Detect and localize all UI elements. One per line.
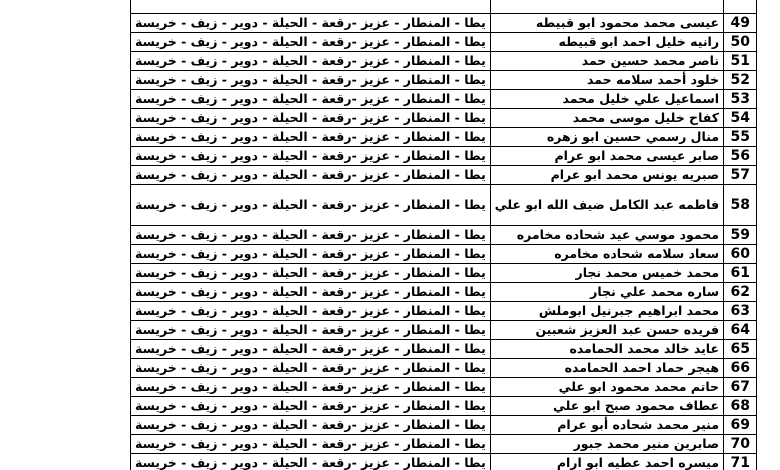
- table-row: [131, 147, 757, 166]
- name-cell: [490, 0, 723, 14]
- table-row: [131, 264, 757, 283]
- table-row: [131, 416, 757, 435]
- name-cell: خلود أحمد سلامه حمد: [490, 71, 723, 90]
- row-number-cell: 66: [724, 359, 757, 378]
- table-row: [131, 340, 757, 359]
- areas-cell: [131, 0, 491, 14]
- areas-cell: يطا - المنطار - عزيز -رقعة - الحيلة - دوير - زيف - خريسة: [131, 321, 491, 340]
- areas-cell: يطا - المنطار - عزيز -رقعة - الحيلة - دوير - زيف - خريسة: [131, 71, 491, 90]
- table-row: [131, 359, 757, 378]
- table-row: [131, 226, 757, 245]
- areas-cell: يطا - المنطار - عزيز -رقعة - الحيلة - دوير - زيف - خريسة: [131, 109, 491, 128]
- table-row: [131, 378, 757, 397]
- name-cell: ميسره احمد عطيه ابو ارام: [490, 454, 723, 470]
- table-row: [131, 321, 757, 340]
- name-cell: فاطمه عبد الكامل ضيف الله ابو علي: [490, 185, 723, 226]
- areas-cell: يطا - المنطار - عزيز -رقعة - الحيلة - دوير - زيف - خريسة: [131, 264, 491, 283]
- areas-cell: يطا - المنطار - عزيز -رقعة - الحيلة - دوير - زيف - خريسة: [131, 283, 491, 302]
- name-cell: رانيه خليل احمد ابو قبيطه: [490, 33, 723, 52]
- row-number-cell: 61: [724, 264, 757, 283]
- name-cell: عايد خالد محمد الحمامده: [490, 340, 723, 359]
- table-row: [131, 33, 757, 52]
- row-number-cell: 70: [724, 435, 757, 454]
- name-cell: منال رسمي حسين ابو زهره: [490, 128, 723, 147]
- table-row: [131, 71, 757, 90]
- table-row: [131, 454, 757, 470]
- areas-cell: يطا - المنطار - عزيز -رقعة - الحيلة - دوير - زيف - خريسة: [131, 245, 491, 264]
- row-number-cell: 49: [724, 14, 757, 33]
- areas-cell: يطا - المنطار - عزيز -رقعة - الحيلة - دوير - زيف - خريسة: [131, 416, 491, 435]
- beneficiaries-table: [130, 0, 757, 470]
- name-cell: ساره محمد علي نجار: [490, 283, 723, 302]
- areas-cell: يطا - المنطار - عزيز -رقعة - الحيلة - دوير - زيف - خريسة: [131, 185, 491, 226]
- table-row: [131, 185, 757, 226]
- name-cell: صابرين منير محمد جبور: [490, 435, 723, 454]
- name-cell: محمد ابراهيم جبرنيل ابوملش: [490, 302, 723, 321]
- name-cell: فريده حسن عبد العزيز شعبين: [490, 321, 723, 340]
- name-cell: صبريه يونس محمد ابو عرام: [490, 166, 723, 185]
- table-row: [131, 245, 757, 264]
- row-number-cell: 64: [724, 321, 757, 340]
- areas-cell: يطا - المنطار - عزيز -رقعة - الحيلة - دوير - زيف - خريسة: [131, 14, 491, 33]
- table-row: [131, 435, 757, 454]
- name-cell: محمد خميس محمد نجار: [490, 264, 723, 283]
- table-row: [131, 52, 757, 71]
- areas-cell: يطا - المنطار - عزيز -رقعة - الحيلة - دوير - زيف - خريسة: [131, 378, 491, 397]
- row-number-cell: 60: [724, 245, 757, 264]
- row-number-cell: 58: [724, 185, 757, 226]
- name-cell: منير محمد شحاده أبو عرام: [490, 416, 723, 435]
- row-number-cell: 56: [724, 147, 757, 166]
- areas-cell: يطا - المنطار - عزيز -رقعة - الحيلة - دوير - زيف - خريسة: [131, 302, 491, 321]
- areas-cell: يطا - المنطار - عزيز -رقعة - الحيلة - دوير - زيف - خريسة: [131, 397, 491, 416]
- table-row: [131, 0, 757, 14]
- table-row: [131, 166, 757, 185]
- row-number-cell: 59: [724, 226, 757, 245]
- row-number-cell: 65: [724, 340, 757, 359]
- name-cell: ناصر محمد حسين حمد: [490, 52, 723, 71]
- areas-cell: يطا - المنطار - عزيز -رقعة - الحيلة - دوير - زيف - خريسة: [131, 90, 491, 109]
- areas-cell: يطا - المنطار - عزيز -رقعة - الحيلة - دوير - زيف - خريسة: [131, 166, 491, 185]
- areas-cell: يطا - المنطار - عزيز -رقعة - الحيلة - دوير - زيف - خريسة: [131, 52, 491, 71]
- areas-cell: يطا - المنطار - عزيز -رقعة - الحيلة - دوير - زيف - خريسة: [131, 435, 491, 454]
- row-number-cell: 63: [724, 302, 757, 321]
- row-number-cell: 54: [724, 109, 757, 128]
- areas-cell: يطا - المنطار - عزيز -رقعة - الحيلة - دوير - زيف - خريسة: [131, 33, 491, 52]
- name-cell: هيجر حماد احمد الحمامده: [490, 359, 723, 378]
- row-number-cell: 67: [724, 378, 757, 397]
- table-row: [131, 109, 757, 128]
- areas-cell: يطا - المنطار - عزيز -رقعة - الحيلة - دوير - زيف - خريسة: [131, 359, 491, 378]
- row-number-cell: 69: [724, 416, 757, 435]
- name-cell: صابر عيسى محمد ابو عرام: [490, 147, 723, 166]
- table-row: [131, 302, 757, 321]
- row-number-cell: 62: [724, 283, 757, 302]
- name-cell: محمود موسي عيد شحاده مخامره: [490, 226, 723, 245]
- row-number-cell: 51: [724, 52, 757, 71]
- row-number-cell: 55: [724, 128, 757, 147]
- row-number-cell: 71: [724, 454, 757, 470]
- name-cell: عطاف محمود صبح ابو علي: [490, 397, 723, 416]
- row-number-cell: 57: [724, 166, 757, 185]
- table-row: [131, 90, 757, 109]
- table-row: [131, 14, 757, 33]
- areas-cell: يطا - المنطار - عزيز -رقعة - الحيلة - دوير - زيف - خريسة: [131, 454, 491, 470]
- name-cell: سعاد سلامه شحاده مخامره: [490, 245, 723, 264]
- row-number-cell: [724, 0, 757, 14]
- row-number-cell: 53: [724, 90, 757, 109]
- areas-cell: يطا - المنطار - عزيز -رقعة - الحيلة - دوير - زيف - خريسة: [131, 147, 491, 166]
- areas-cell: يطا - المنطار - عزيز -رقعة - الحيلة - دوير - زيف - خريسة: [131, 226, 491, 245]
- row-number-cell: 50: [724, 33, 757, 52]
- areas-cell: يطا - المنطار - عزيز -رقعة - الحيلة - دوير - زيف - خريسة: [131, 128, 491, 147]
- table-body: [131, 0, 757, 470]
- name-cell: حاتم محمد محمود ابو علي: [490, 378, 723, 397]
- name-cell: اسماعيل علي خليل محمد: [490, 90, 723, 109]
- row-number-cell: 52: [724, 71, 757, 90]
- name-cell: عيسى محمد محمود ابو قبيطه: [490, 14, 723, 33]
- row-number-cell: 68: [724, 397, 757, 416]
- table-row: [131, 397, 757, 416]
- name-cell: كفاح خليل موسى محمد: [490, 109, 723, 128]
- table-row: [131, 283, 757, 302]
- areas-cell: يطا - المنطار - عزيز -رقعة - الحيلة - دوير - زيف - خريسة: [131, 340, 491, 359]
- table-row: [131, 128, 757, 147]
